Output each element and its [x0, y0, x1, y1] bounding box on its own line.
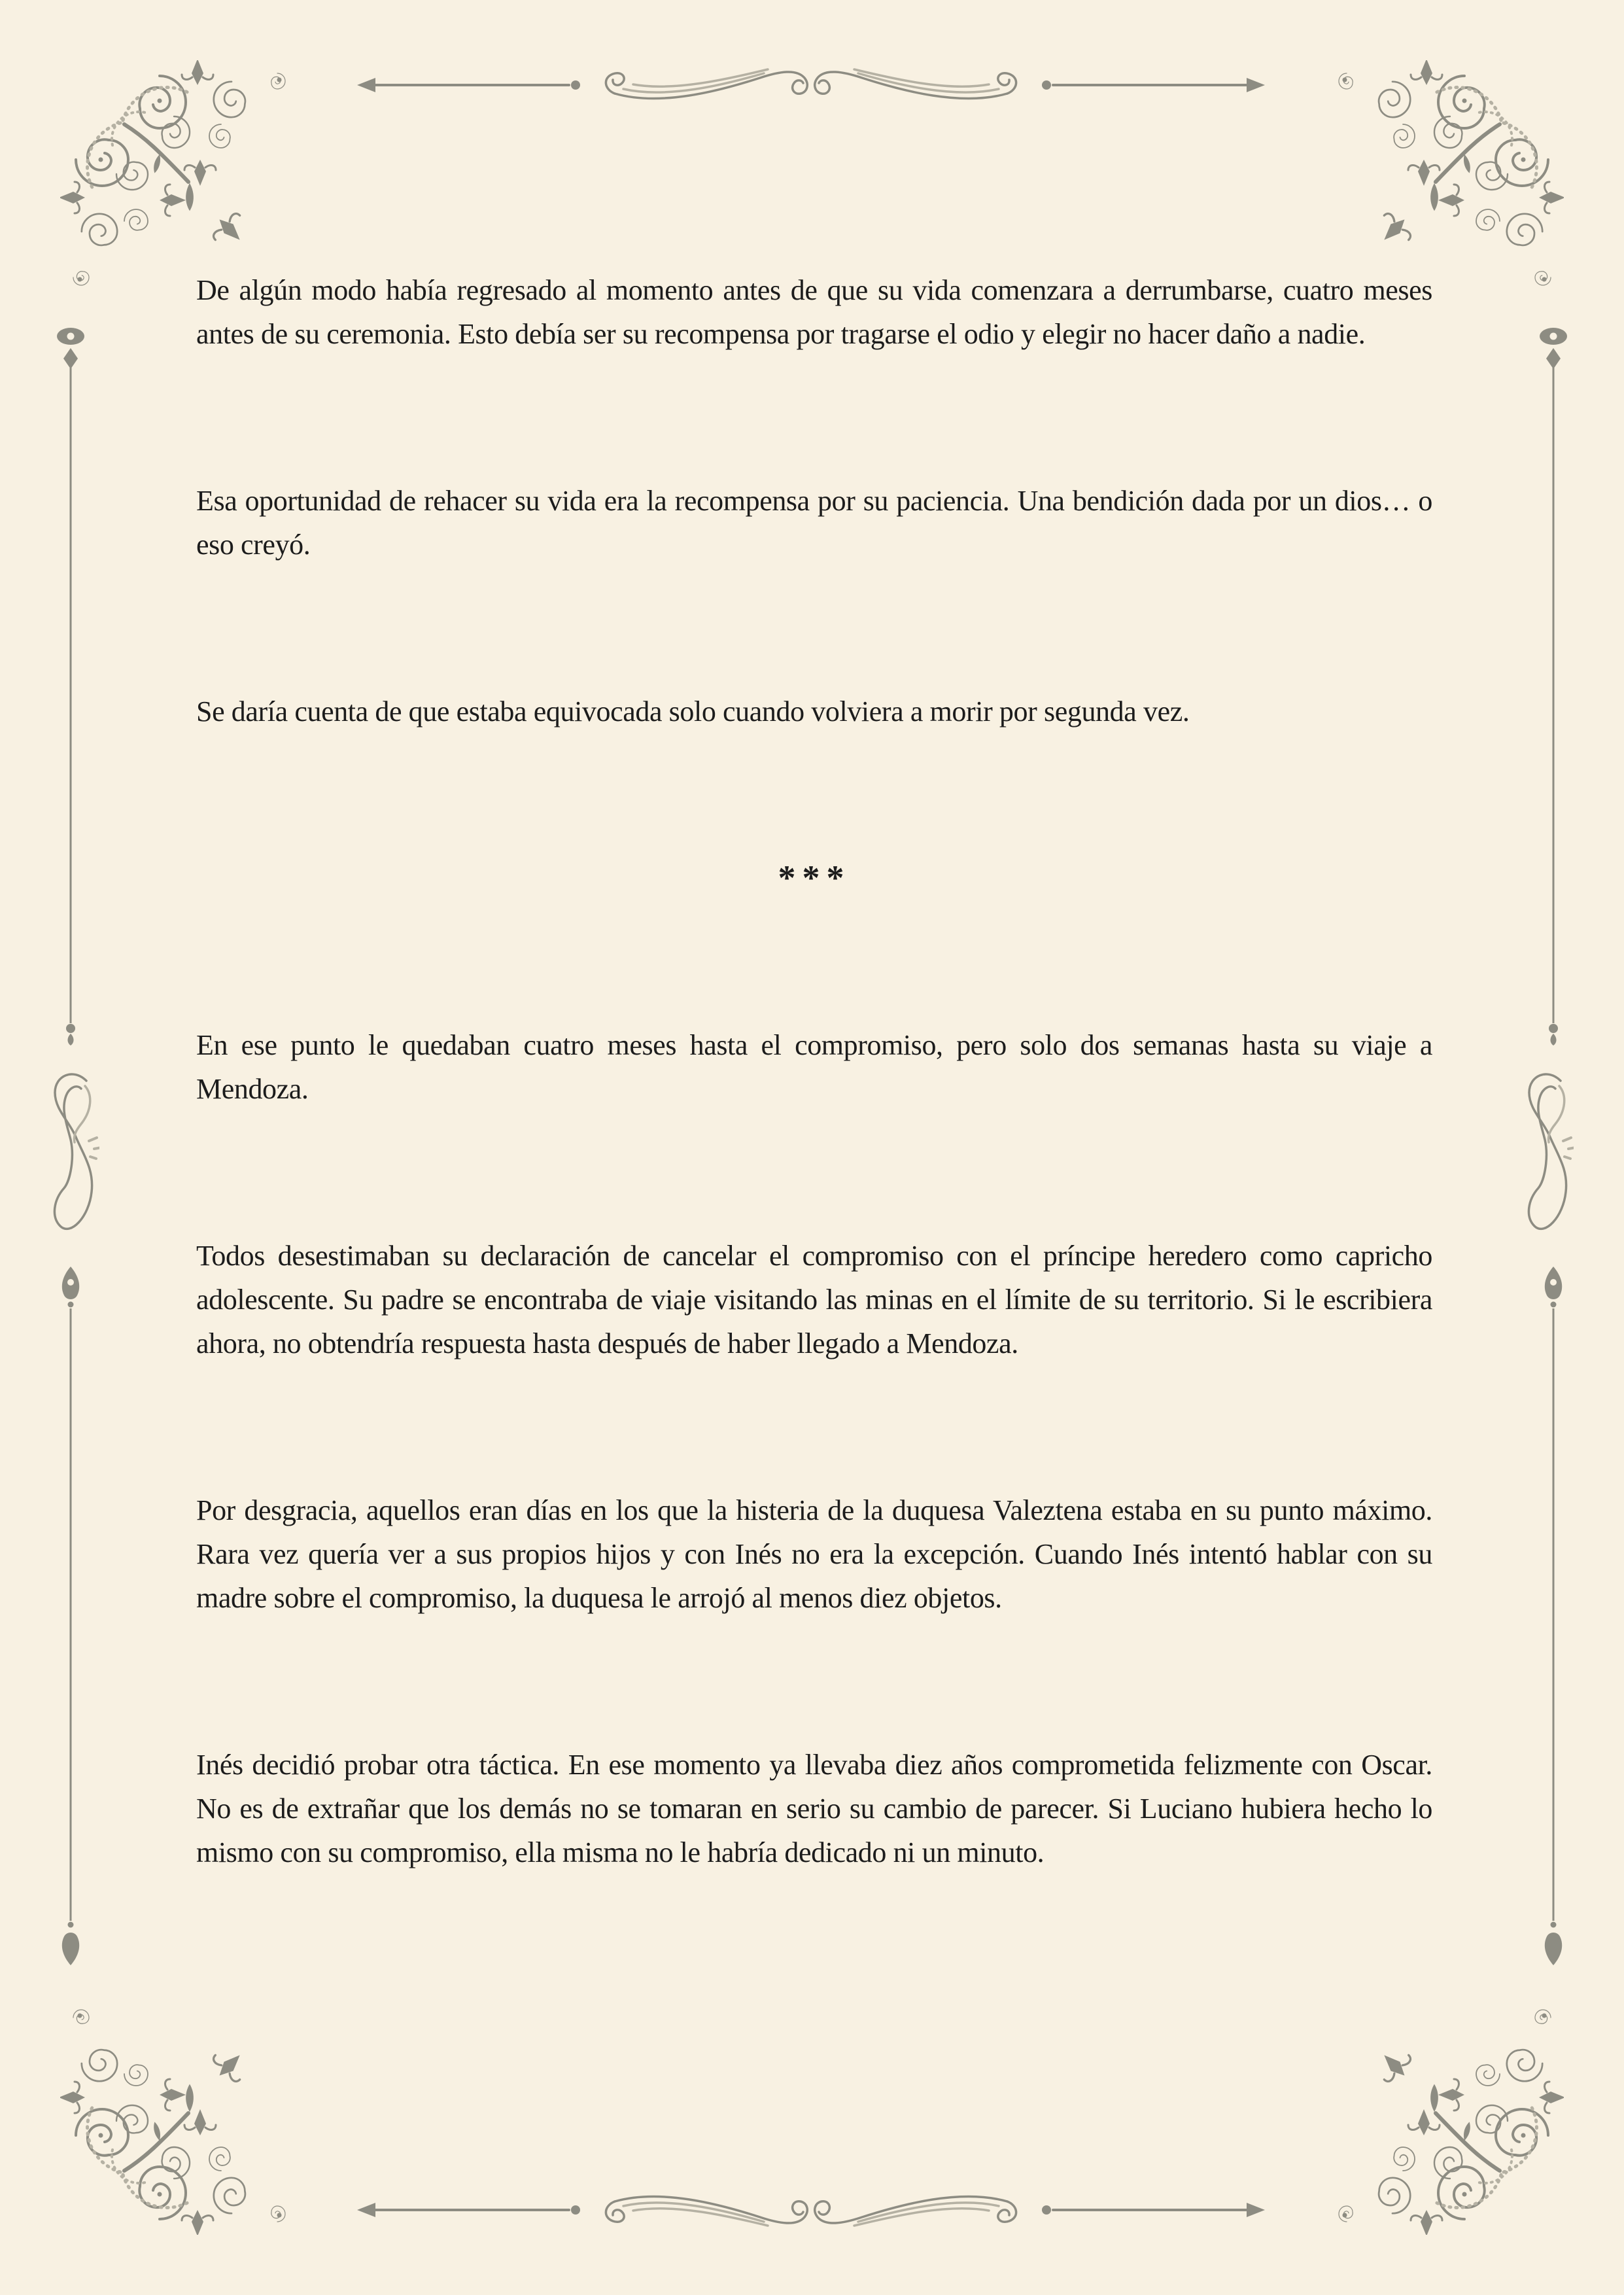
paragraph: En ese punto le quedaban cuatro meses hasta el compromiso, pero solo dos semanas hasta su viaje a Mendoza.	[196, 1029, 1432, 1105]
side-rod-icon	[1534, 1263, 1573, 1969]
figure-eight-flourish-icon	[47, 1072, 99, 1242]
divider-flourish-icon	[353, 2174, 1269, 2246]
figure-eight-flourish-icon	[1521, 1072, 1574, 1242]
paragraph: Se daría cuenta de que estaba equivocada solo cuando volviera a morir por segunda vez.	[196, 695, 1190, 727]
corner-flourish-icon	[60, 1986, 309, 2235]
divider-flourish-icon	[353, 49, 1269, 121]
paragraph: De algún modo había regresado al momento antes de que su vida comenzara a derrumbarse, cuatro meses antes de su ceremonia. Esto debía ser su recompensa por tragarse el odio y elegir no hacer daño a nadie.	[196, 274, 1432, 350]
paragraph: Todos desestimaban su declaración de cancelar el compromiso con el príncipe heredero como capricho adolescente. Su padre se encontraba de viaje visitando las minas en el límite de su territorio. Si le escribiera ahora, no obtendría respuesta hasta después de haber llegado a Mendoza.	[196, 1240, 1432, 1359]
side-rod-icon	[1534, 319, 1573, 1052]
section-divider: ***	[778, 858, 851, 898]
corner-flourish-icon	[1315, 1986, 1564, 2235]
side-rod-icon	[51, 1263, 90, 1969]
paragraph: Esa oportunidad de rehacer su vida era la recompensa por su paciencia. Una bendición dada por un dios… o eso creyó.	[196, 485, 1432, 561]
paragraph: Inés decidió probar otra táctica. En ese momento ya llevaba diez años comprometida felizmente con Oscar. No es de extrañar que los demás no se tomaran en serio su cambio de parecer. Si Luciano hubiera hecho lo mismo con su compromiso, ella misma no le habría dedicado ni un minuto.	[196, 1749, 1432, 1868]
side-rod-icon	[51, 319, 90, 1052]
paragraph: Por desgracia, aquellos eran días en los que la histeria de la duquesa Valeztena estaba en su punto máximo. Rara vez quería ver a sus propios hijos y con Inés no era la excepción. Cuando Inés intentó hablar con su madre sobre el compromiso, la duquesa le arrojó al menos diez objetos.	[196, 1494, 1432, 1614]
page-text	[196, 268, 1432, 1874]
